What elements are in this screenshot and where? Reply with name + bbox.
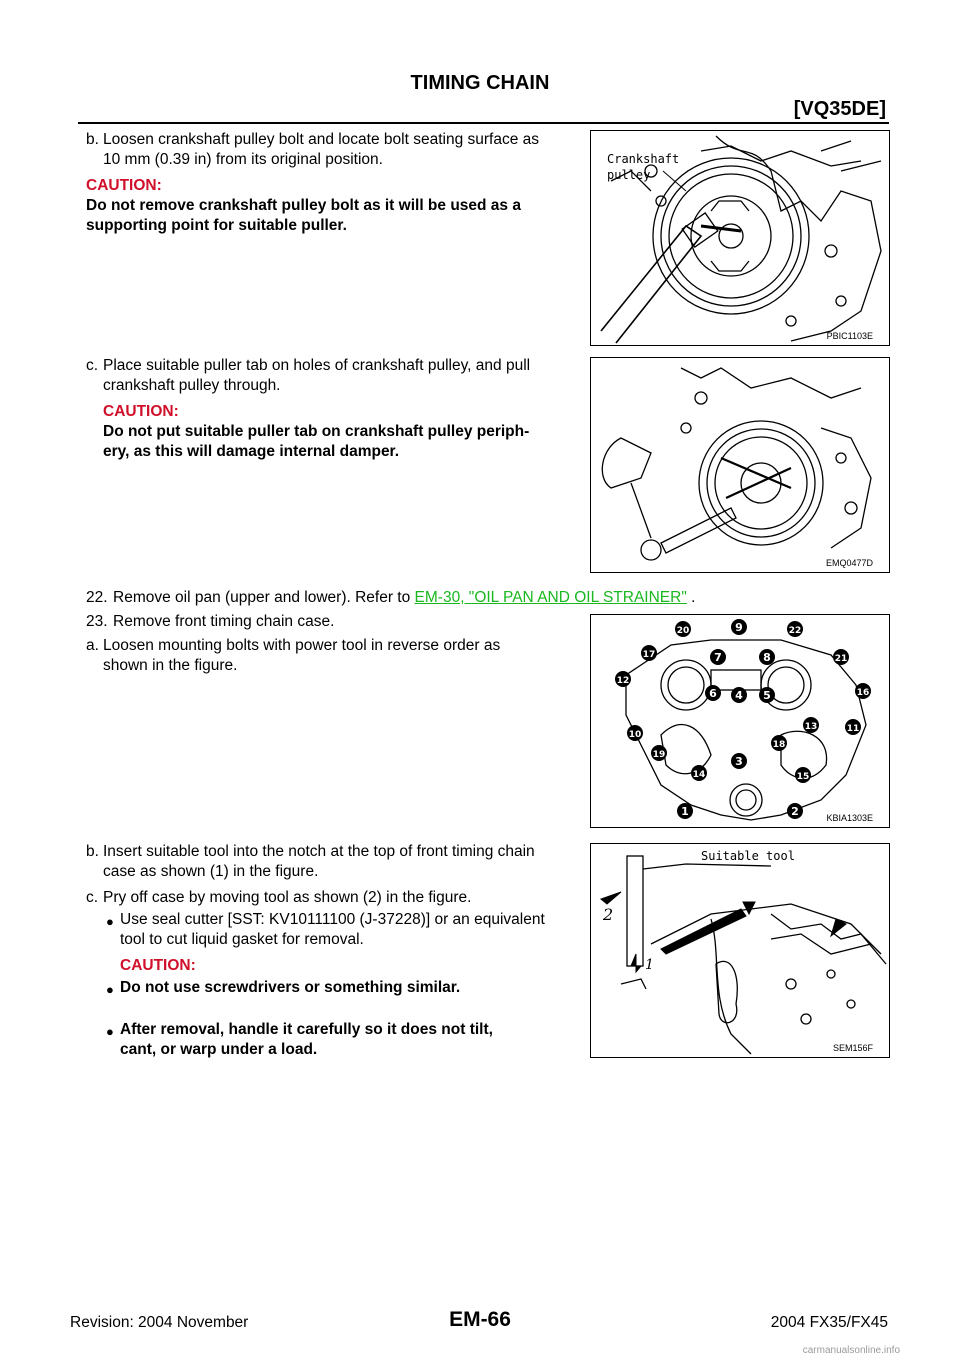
figure-suitable-tool <box>590 843 890 1058</box>
step-b1-label: b. <box>86 131 99 148</box>
caution-text: Do not put suitable puller tab on crankshaft pulley periph- <box>103 423 530 440</box>
svg-text:12: 12 <box>616 676 630 686</box>
figure-code: KBIA1303E <box>826 813 873 823</box>
svg-text:6: 6 <box>709 687 717 700</box>
svg-text:2: 2 <box>791 805 799 818</box>
svg-text:8: 8 <box>763 651 771 664</box>
figure-marker: 2 <box>603 905 614 924</box>
svg-text:17: 17 <box>642 650 656 660</box>
bolt-number-11 <box>845 719 861 735</box>
bolt-number-17 <box>641 645 657 661</box>
svg-text:10: 10 <box>628 730 642 740</box>
svg-text:5: 5 <box>763 689 771 702</box>
bolt-number-8 <box>759 649 775 665</box>
figure-marker: 1 <box>645 957 654 973</box>
svg-text:14: 14 <box>692 770 706 780</box>
figure-code: EMQ0477D <box>825 558 873 568</box>
bullet-icon: ● <box>106 982 114 997</box>
bolt-number-13 <box>803 717 819 733</box>
figure-code: PBIC1103E <box>826 331 873 341</box>
caution-line: After removal, handle it carefully so it does not tilt, <box>120 1021 493 1038</box>
svg-text:19: 19 <box>652 750 666 760</box>
bullet-icon: ● <box>106 1024 114 1039</box>
step-b1-line2: 10 mm (0.39 in) from its original position. <box>103 151 383 168</box>
svg-text:20: 20 <box>676 626 690 636</box>
bullet-icon: ● <box>106 914 114 929</box>
bolt-number-10 <box>627 725 643 741</box>
step-b2-line1: Insert suitable tool into the notch at the top of front timing chain <box>103 843 535 860</box>
step-b1-line1: Loosen crankshaft pulley bolt and locate bolt seating surface as <box>103 131 539 148</box>
bullet-line: tool to cut liquid gasket for removal. <box>120 931 364 948</box>
bolt-number-18 <box>771 735 787 751</box>
bullet-item <box>120 910 578 950</box>
bolt-number-2 <box>787 803 803 819</box>
bolt-order-illustration <box>591 615 889 827</box>
svg-text:1: 1 <box>681 805 689 818</box>
bolt-number-20 <box>675 621 691 637</box>
cross-reference-link[interactable]: EM-30, "OIL PAN AND OIL STRAINER" <box>414 589 687 606</box>
caution-label: CAUTION: <box>120 957 196 974</box>
bolt-number-12 <box>615 671 631 687</box>
bolt-number-3 <box>731 753 747 769</box>
bullet-line: Use seal cutter [SST: KV10111100 (J-37228)] or an equivalent <box>120 911 545 928</box>
caution-bullet: Do not use screwdrivers or something similar. <box>120 979 461 996</box>
caution-label: CAUTION: <box>103 403 179 420</box>
bolt-number-7 <box>710 649 726 665</box>
puller-illustration <box>591 358 889 572</box>
watermark: carmanualsonline.info <box>802 1345 900 1356</box>
bolt-number-1 <box>677 803 693 819</box>
svg-text:9: 9 <box>735 621 743 634</box>
step-22-label: 22. <box>86 589 108 606</box>
caution-bullet <box>120 1020 578 1060</box>
step-22-body: Remove oil pan (upper and lower). Refer to <box>113 589 411 606</box>
svg-text:7: 7 <box>714 651 722 664</box>
step-c2-label: c. <box>86 889 99 906</box>
step-a2-line2: shown in the figure. <box>103 657 238 674</box>
svg-text:16: 16 <box>856 688 870 698</box>
svg-text:15: 15 <box>796 772 810 782</box>
caution-text: Do not remove crankshaft pulley bolt as it will be used as a <box>86 197 521 214</box>
bolt-number-22 <box>787 621 803 637</box>
page-title: TIMING CHAIN <box>410 72 550 94</box>
caution-text: supporting point for suitable puller. <box>86 217 347 234</box>
step-23-text: Remove front timing chain case. <box>113 613 335 630</box>
figure-label: pulley <box>607 168 651 182</box>
step-c1-line1: Place suitable puller tab on holes of crankshaft pulley, and pull <box>103 357 531 374</box>
svg-text:18: 18 <box>772 740 786 750</box>
bolt-number-4 <box>731 687 747 703</box>
step-a2-line1: Loosen mounting bolts with power tool in reverse order as <box>103 637 501 654</box>
figure-label: Crankshaft <box>607 152 680 166</box>
svg-text:11: 11 <box>846 724 860 734</box>
bolt-number-21 <box>833 649 849 665</box>
step-c1-text <box>86 356 578 462</box>
bolt-number-14 <box>691 765 707 781</box>
step-b2-text <box>86 842 578 882</box>
svg-text:22: 22 <box>788 626 802 636</box>
footer-revision: Revision: 2004 November <box>70 1314 249 1331</box>
figure-code: SEM156F <box>832 1043 873 1053</box>
step-b2-line2: case as shown (1) in the figure. <box>103 863 319 880</box>
bolt-number-6 <box>705 685 721 701</box>
svg-text:13: 13 <box>804 722 818 732</box>
suitable-tool-illustration <box>591 844 889 1057</box>
step-22-text <box>113 588 893 608</box>
figure-label: Suitable tool <box>701 849 795 863</box>
svg-text:4: 4 <box>735 689 743 702</box>
step-23-label: 23. <box>86 613 108 630</box>
bolt-number-5 <box>759 687 775 703</box>
caution-label: CAUTION: <box>86 177 162 194</box>
bolt-number-15 <box>795 767 811 783</box>
figure-bolt-order <box>590 614 890 828</box>
bolt-number-19 <box>651 745 667 761</box>
caution-line: cant, or warp under a load. <box>120 1041 318 1058</box>
crankshaft-pulley-illustration <box>591 131 889 345</box>
step-c2-text: Pry off case by moving tool as shown (2) in the figure. <box>103 889 472 906</box>
footer-model: 2004 FX35/FX45 <box>770 1314 888 1331</box>
step-a2-text <box>86 636 578 676</box>
bolt-number-9 <box>731 619 747 635</box>
step-b2-label: b. <box>86 843 99 860</box>
header-rule <box>78 122 889 124</box>
step-c1-line2: crankshaft pulley through. <box>103 377 281 394</box>
page-number: EM-66 <box>449 1308 511 1331</box>
step-22-tail: . <box>691 589 696 606</box>
bolt-number-16 <box>855 683 871 699</box>
step-b1-text <box>86 130 578 236</box>
svg-text:21: 21 <box>834 654 848 664</box>
caution-text: ery, as this will damage internal damper. <box>103 443 400 460</box>
figure-puller <box>590 357 890 573</box>
figure-crankshaft-pulley <box>590 130 890 346</box>
svg-text:3: 3 <box>735 755 743 768</box>
engine-code: [VQ35DE] <box>793 98 886 120</box>
step-c1-label: c. <box>86 357 99 374</box>
step-a2-label: a. <box>86 637 99 654</box>
